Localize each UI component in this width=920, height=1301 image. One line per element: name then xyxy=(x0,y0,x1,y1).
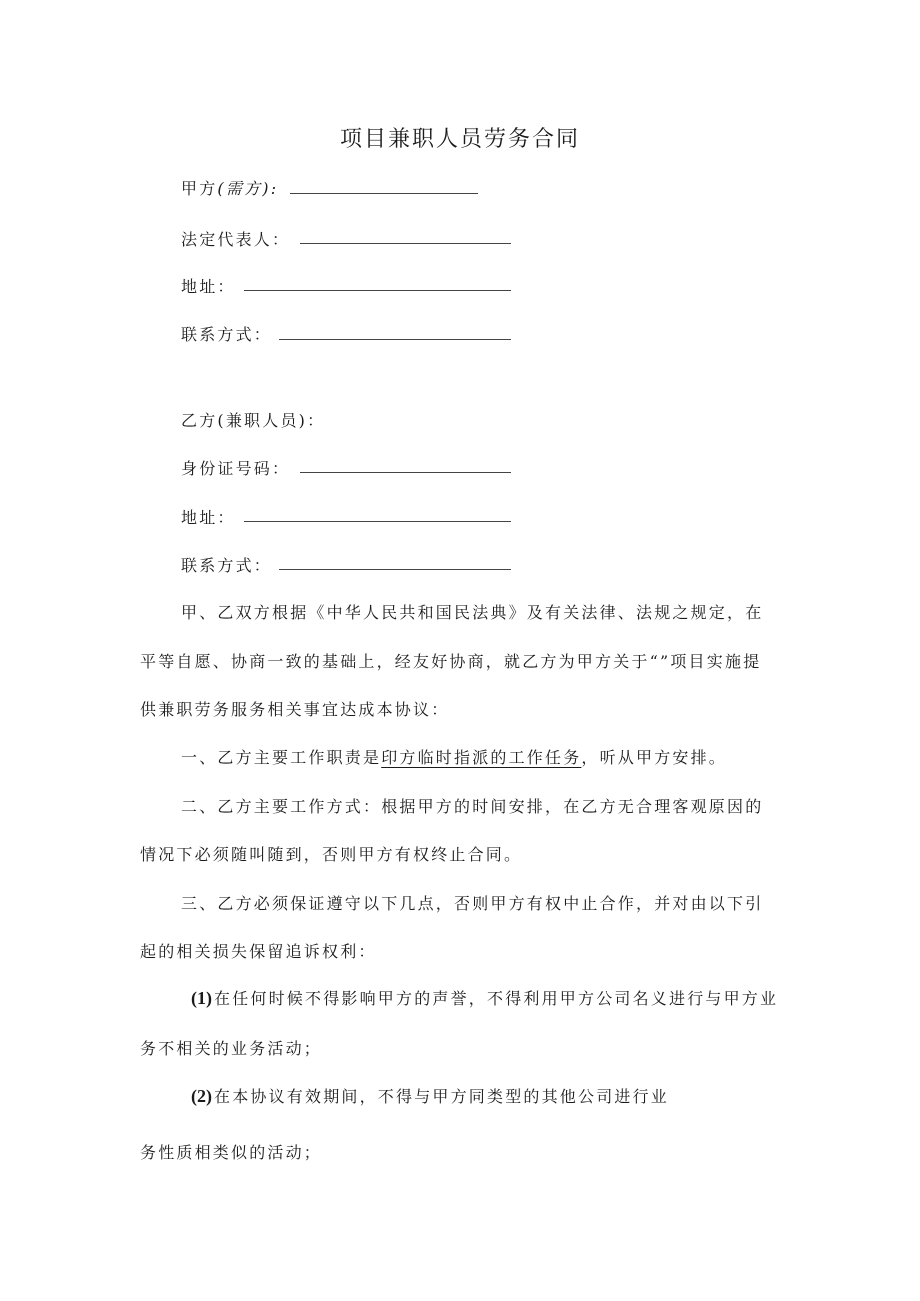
clause-3-line-1: 三、乙方必须保证遵守以下几点，否则甲方有权中止合作，并对由以下引 xyxy=(181,894,764,913)
item-2-text: 在本协议有效期间，不得与甲方同类型的其他公司进行业 xyxy=(214,1087,670,1106)
party-b-address-label: 地址： xyxy=(181,508,236,527)
item-2-number: (2) xyxy=(191,1086,212,1106)
item-1-line-2: 务不相关的业务活动； xyxy=(140,1039,323,1058)
clause-3-line-2: 起的相关损失保留追诉权利： xyxy=(140,942,377,961)
clause-1 xyxy=(181,745,791,768)
item-2-line-1 xyxy=(191,1084,791,1107)
party-a-contact-field[interactable] xyxy=(279,339,511,340)
clause-2-line-1: 二、乙方主要工作方式：根据甲方的时间安排，在乙方无合理客观原因的 xyxy=(181,797,764,816)
party-a-legal-rep-field[interactable] xyxy=(300,243,511,244)
party-b-id-field[interactable] xyxy=(300,472,511,473)
clause-1-duty: 印方临时指派的工作任务 xyxy=(381,748,582,767)
party-b-label: 乙方(兼职人员)： xyxy=(181,411,326,430)
party-a-colon: : xyxy=(270,179,279,198)
party-b-contact-label: 联系方式： xyxy=(181,556,273,575)
clause-1-suffix: ，听从甲方安排。 xyxy=(581,748,728,767)
party-a-prefix: 甲方 xyxy=(181,179,218,198)
party-a-address-label: 地址： xyxy=(181,277,236,296)
clause-2-line-2: 情况下必须随叫随到，否则甲方有权终止合同。 xyxy=(140,845,523,864)
item-1-line-1 xyxy=(191,986,791,1009)
clause-1-prefix: 一、乙方主要工作职责是 xyxy=(181,748,382,767)
intro-line-3: 供兼职劳务服务相关事宜达成本协议： xyxy=(140,700,450,719)
item-1-text: 在任何时候不得影响甲方的声誉，不得利用甲方公司名义进行与甲方业 xyxy=(214,989,779,1008)
party-b-contact-field[interactable] xyxy=(279,569,511,570)
party-a-label xyxy=(181,176,278,199)
party-a-name-field[interactable] xyxy=(290,193,478,194)
party-a-address-field[interactable] xyxy=(244,290,511,291)
party-b-id-label: 身份证号码： xyxy=(181,459,291,478)
party-a-paren: (需方) xyxy=(217,179,271,198)
page-title: 项目兼职人员劳务合同 xyxy=(339,127,580,152)
party-a-legal-rep-label: 法定代表人： xyxy=(181,230,291,249)
item-2-line-2: 务性质相类似的活动； xyxy=(140,1143,323,1162)
intro-line-2: 平等自愿、协商一致的基础上，经友好协商，就乙方为甲方关于“”项目实施提 xyxy=(140,652,762,671)
intro-line-1: 甲、乙双方根据《中华人民共和国民法典》及有关法律、法规之规定，在 xyxy=(181,603,764,622)
party-b-address-field[interactable] xyxy=(244,521,511,522)
item-1-number: (1) xyxy=(191,988,212,1008)
party-a-contact-label: 联系方式： xyxy=(181,325,273,344)
